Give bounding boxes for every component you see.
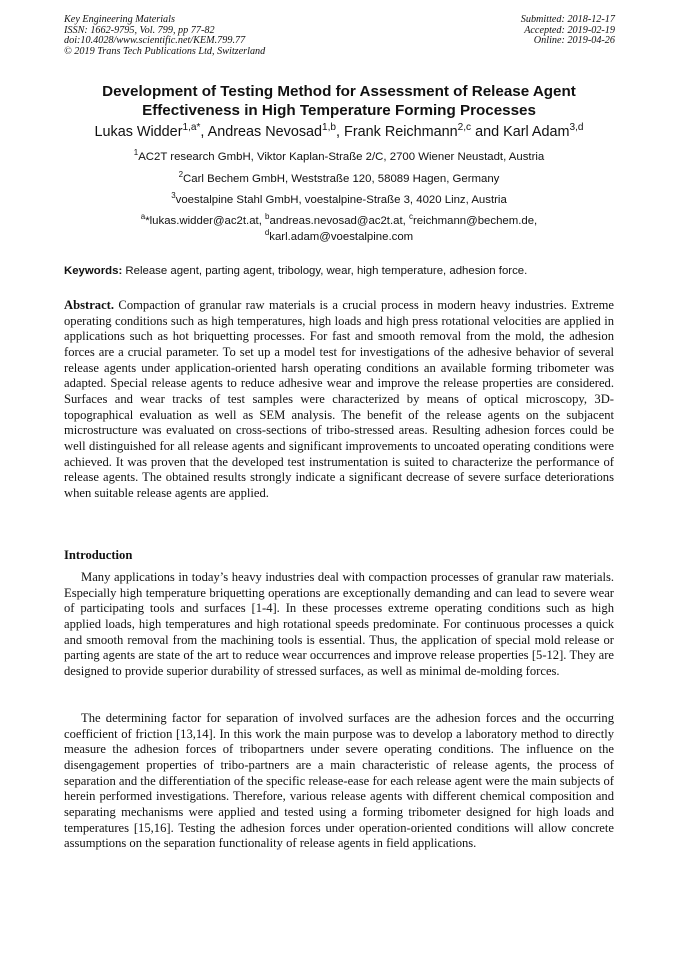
author-name: Frank Reichmann	[344, 124, 458, 140]
email-address[interactable]: karl.adam@voestalpine.com	[269, 231, 414, 243]
introduction-paragraph-2: The determining factor for separation of involved surfaces are the adhesion forces and the occurring coefficient of friction [13,14]. In this work the main purpose was to develop a laboratory method to directly measure the adhesion forces of tribopartners under severe operating conditions. The influence on the disengagement properties of tribo-partners are a main characteristic of release agents, the process of separation and the differentiation of the specific release-ease for each release agent were the main subjects of herein performed investigations. Therefore, various release agents with different chemical composition and separating mechanisms were applied and tested using a forming tribometer designed for high loads and temperatures [15,16]. Testing the adhesion forces under operation-oriented conditions will allow concrete assumptions on the separation functionality of release agents in field applications.	[64, 711, 614, 851]
journal-copyright: © 2019 Trans Tech Publications Ltd, Switzerland	[64, 45, 266, 57]
email-sup: d	[264, 228, 270, 238]
author-affiliation-sup: 1,b	[322, 122, 337, 134]
email-address[interactable]: *lukas.widder@ac2t.at,	[145, 215, 266, 227]
journal-name: Key Engineering Materials	[64, 14, 175, 25]
email-sup: b	[265, 212, 270, 222]
author-affiliation-sup: 1,a*	[182, 122, 201, 134]
author-list	[30, 123, 648, 141]
affiliation-3	[40, 193, 638, 208]
journal-header	[64, 15, 265, 57]
abstract	[64, 298, 614, 502]
affiliation-sup: 1	[133, 148, 139, 158]
keywords	[64, 264, 624, 278]
affiliation-sup: 3	[171, 191, 176, 201]
email-address[interactable]: andreas.nevosad@ac2t.at,	[269, 215, 409, 227]
journal-issn: ISSN: 1662-9795, Vol. 799, pp 77-82	[64, 24, 215, 36]
dates-header	[521, 15, 615, 47]
introduction-paragraph-1: Many applications in today’s heavy industries deal with compaction processes of granular raw materials. Especially high temperature briquetting operations are exceptionally demanding and can lead to severe wear of participating tools and surfaces [1-4]. In these processes extreme operating conditions such as high applied loads, high temperatures and high rotational speeds predominate. For continuous processes a quick and smooth removal from the machining tools is essential. Thus, the application of special mold release or parting agents are state of the art to reduce wear occurrences and improve release properties [5-12]. They are designed to provide superior durability of stressed surfaces, as well as minimal de-molding forces.	[64, 570, 614, 678]
keywords-text: Release agent, parting agent, tribology, wear, high temperature, adhesion force.	[122, 265, 528, 277]
author-separator: and	[471, 124, 504, 140]
affiliation-2	[40, 172, 638, 187]
author-name: Lukas Widder	[94, 124, 183, 140]
author-affiliation-sup: 2,c	[457, 122, 472, 134]
affiliation-sup: 2	[178, 170, 184, 180]
author-separator: ,	[200, 124, 208, 140]
email-address[interactable]: reichmann@bechem.de,	[412, 215, 538, 227]
abstract-text: Compaction of granular raw materials is a crucial process in modern heavy industries. Extreme operating conditions such as high temperatures, high loads and high press rotational velocities are applied in applications such as hot briquetting processes. For fast and smooth removal from the mold, the adhesion forces are a crucial parameter. To set up a model test for investigations of the adhesive behavior of several release agents under application-oriented harsh operating conditions an available forming tribometer was adapted. Special release agents to reduce adhesive wear and improve the release properties are considered. Surfaces and wear tracks of test samples were characterized by means of optical microscopy, 3D-topographical evaluation as well as SEM analysis. The benefit of the release agents on the subjacent microstructure was evaluated on cross-sections of tribo-stressed areas. Resulting adhesion forces could be well distinguished for all release agents and significant improvements to uncoated operating conditions were achieved. It was proven that the developed test instrumentation is suited to characterize the performance of release agents. The obtained results strongly indicate a significant decrease of severe surface deteriorations when suitable release agents are applied.	[64, 298, 614, 500]
author-name: Karl Adam	[503, 124, 570, 140]
affiliation-text: voestalpine Stahl GmbH, voestalpine-Straße 3, 4020 Linz, Austria	[175, 194, 507, 206]
submitted-date: Submitted: 2018-12-17	[520, 14, 615, 25]
keywords-label: Keywords:	[64, 265, 123, 277]
email-line-1	[40, 214, 638, 229]
email-line-2	[40, 230, 638, 245]
abstract-label: Abstract.	[64, 298, 115, 312]
author-affiliation-sup: 3,d	[569, 122, 584, 134]
email-sup: a	[140, 212, 146, 222]
accepted-date: Accepted: 2019-02-19	[524, 24, 615, 36]
journal-doi[interactable]: doi:10.4028/www.scientific.net/KEM.799.77	[64, 35, 246, 47]
author-separator: ,	[336, 124, 345, 140]
online-date: Online: 2019-04-26	[533, 35, 615, 47]
introduction-heading: Introduction	[64, 548, 133, 562]
title-line-2: Effectiveness in High Temperature Forming Processes	[142, 102, 536, 119]
affiliation-text: Carl Bechem GmbH, Weststraße 120, 58089 Hagen, Germany	[183, 173, 500, 185]
affiliation-1	[40, 150, 638, 165]
email-sup: c	[408, 212, 413, 222]
author-name: Andreas Nevosad	[207, 124, 323, 140]
affiliation-text: AC2T research GmbH, Viktor Kaplan-Straße 2/C, 2700 Wiener Neustadt, Austria	[138, 151, 545, 163]
paper-title	[60, 82, 618, 120]
title-line-1: Development of Testing Method for Assessment of Release Agent	[102, 83, 576, 100]
